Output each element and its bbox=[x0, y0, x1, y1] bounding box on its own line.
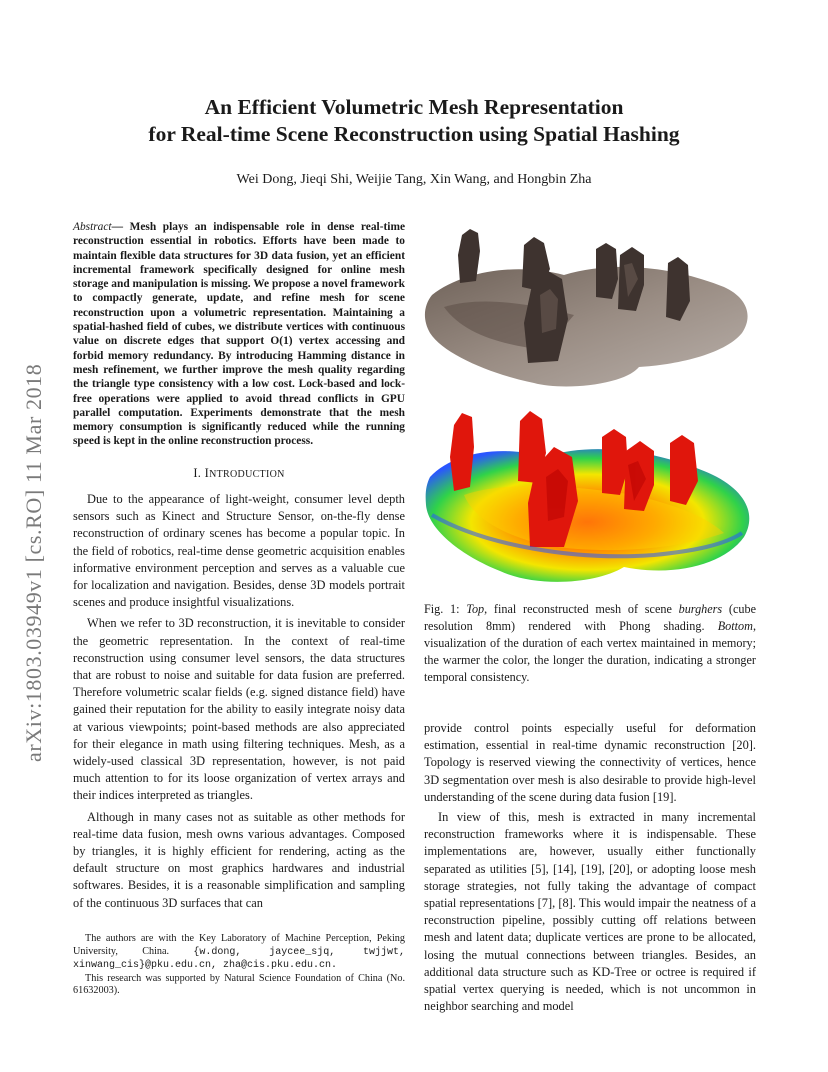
caption-scene-name: burghers bbox=[678, 602, 723, 616]
introduction-body bbox=[73, 491, 405, 916]
footnote-emails: {w.dong, jaycee_sjq, twjjwt, xinwang_cis}@pku.edu.cn, zha@cis.pku.edu.cn. bbox=[73, 946, 405, 972]
caption-text-c: , visualization of the duration of each vertex maintained in memory; the warmer the color, the longer the duration, indicating a stronger temporal consistency. bbox=[424, 619, 756, 684]
intro-paragraph-3: Although in many cases not as suitable as other methods for real-time data fusion, mesh owns various advantages. Composed by triangles, it is highly efficient for rendering, acting as the default structure on most graphics hardwares and industrial softwares. Besides, it is a reasonable simplification and sampling of the continuous 3D surfaces that can bbox=[73, 809, 405, 910]
author-list: Wei Dong, Jieqi Shi, Weijie Tang, Xin Wang, and Hongbin Zha bbox=[236, 172, 592, 187]
section-title-rest: NTRODUCTION bbox=[209, 469, 285, 480]
arxiv-stamp bbox=[18, 282, 48, 762]
figure-bottom-duration-visualization bbox=[426, 411, 750, 582]
right-paragraph-2: In view of this, mesh is extracted in many incremental reconstruction frameworks where it is indispensable. These implementations are, however, usually either functionally separated as utilities [5], [14], [19], [20], or adopting loose mesh storage strategies, not fully taking the advantage of compact spatial representations [7], [8]. This would impair the neatness of a reconstruction pipeline, possibly cutting off relations between mesh and latent data; duplicate vertices are prone to be allocated, losing the mutual connections between triangles. Besides, an additional data structure such as KD-Tree or octree is required if spatial vertex querying is needed, which is not uncommon in neighbor searching and model bbox=[424, 810, 756, 1014]
caption-top-label: Top bbox=[466, 602, 485, 616]
footnote-funding: This research was supported by Natural Science Foundation of China (No. 61632003). bbox=[73, 972, 405, 997]
figure-1 bbox=[424, 215, 759, 600]
right-paragraph-1: provide control points especially useful for deformation estimation, essential in real-time dynamic reconstruction [20]. Topology is reserved viewing the connectivity of vertices, hence 3D segmentation over mesh is also desirable to provide high-level understanding of the scene during data fusion [19]. bbox=[424, 721, 756, 804]
arxiv-stamp-text: arXiv:1803.03949v1 [cs.RO] 11 Mar 2018 bbox=[21, 363, 46, 762]
caption-prefix: Fig. 1: bbox=[424, 602, 467, 616]
caption-text-a: , final reconstructed mesh of scene bbox=[484, 602, 679, 616]
figure-top-mesh-render bbox=[425, 229, 748, 386]
caption-bottom-label: Bottom bbox=[717, 619, 753, 633]
section-heading-introduction bbox=[73, 466, 405, 481]
abstract bbox=[73, 220, 405, 449]
footnote bbox=[73, 933, 405, 998]
abstract-text: — Mesh plays an indispensable role in dense real-time reconstruction essential in robotics. Efforts have been made to maintain flexible data structures for 3D data fusion, yet an efficient incremental framework specifically designed for online mesh storage and manipulation is missing. We propose a novel framework to compactly generate, update, and refine mesh for scene reconstruction upon a volumetric representation. Maintaining a spatial-hashed field of cubes, we distribute vertices with continuous value on discrete edges that support O(1) vertex accessing and forbid memory redundancy. By introducing Hamming distance in mesh refinement, we further improve the mesh quality regarding the triangle type consistency with a low cost. Lock-based and lock-free operations were applied to avoid thread conflicts in GPU parallel computation. Experiments demonstrate that the mesh memory consumption is significantly reduced while the running speed is kept in the online reconstruction process. bbox=[73, 221, 405, 448]
right-column-body bbox=[424, 720, 756, 1018]
section-numeral: I. bbox=[193, 466, 205, 480]
footnote-affiliation-text: The authors are with the Key Laboratory of Machine Perception, Peking University, China. bbox=[73, 933, 405, 957]
footnote-affiliation bbox=[73, 933, 405, 973]
caption-text-b: (cube resolution 8mm) rendered with Phong shading. bbox=[424, 602, 756, 633]
intro-paragraph-1: Due to the appearance of light-weight, consumer level depth sensors such as Kinect and Structure Sensor, on-the-fly dense reconstruction of ordinary scenes has become a popular topic. In the field of robotics, real-time dense geometric acquisition enables informative environment perception and serves as a valuable cue for localization and navigation. Besides, dense 3D models portrait scenes and produce insightful visualizations. bbox=[73, 492, 405, 610]
figure-1-caption bbox=[424, 601, 756, 686]
section-first-letter: I bbox=[204, 466, 210, 480]
paper-title bbox=[0, 94, 828, 148]
title-line-1: An Efficient Volumetric Mesh Representation bbox=[204, 95, 624, 119]
title-line-2: for Real-time Scene Reconstruction using Spatial Hashing bbox=[148, 122, 680, 146]
intro-paragraph-2: When we refer to 3D reconstruction, it is inevitable to consider the geometric representation. In the context of real-time reconstruction using consumer level sensors, the data structures that are robust to noise and suitable for data fusion are preferred. Therefore volumetric scalar fields (e.g. signed distance field) have gained their reputation for the ability to easily integrate noisy data at various viewpoints; point-based methods are also appreciated for their elegance in math using filtering techniques. Mesh, as a widely-used classical 3D representation, however, is not paid much attention to for its loose organization of vertex arrays and their indices interpreted as triangles. bbox=[73, 616, 405, 803]
abstract-label: Abstract bbox=[73, 221, 112, 233]
